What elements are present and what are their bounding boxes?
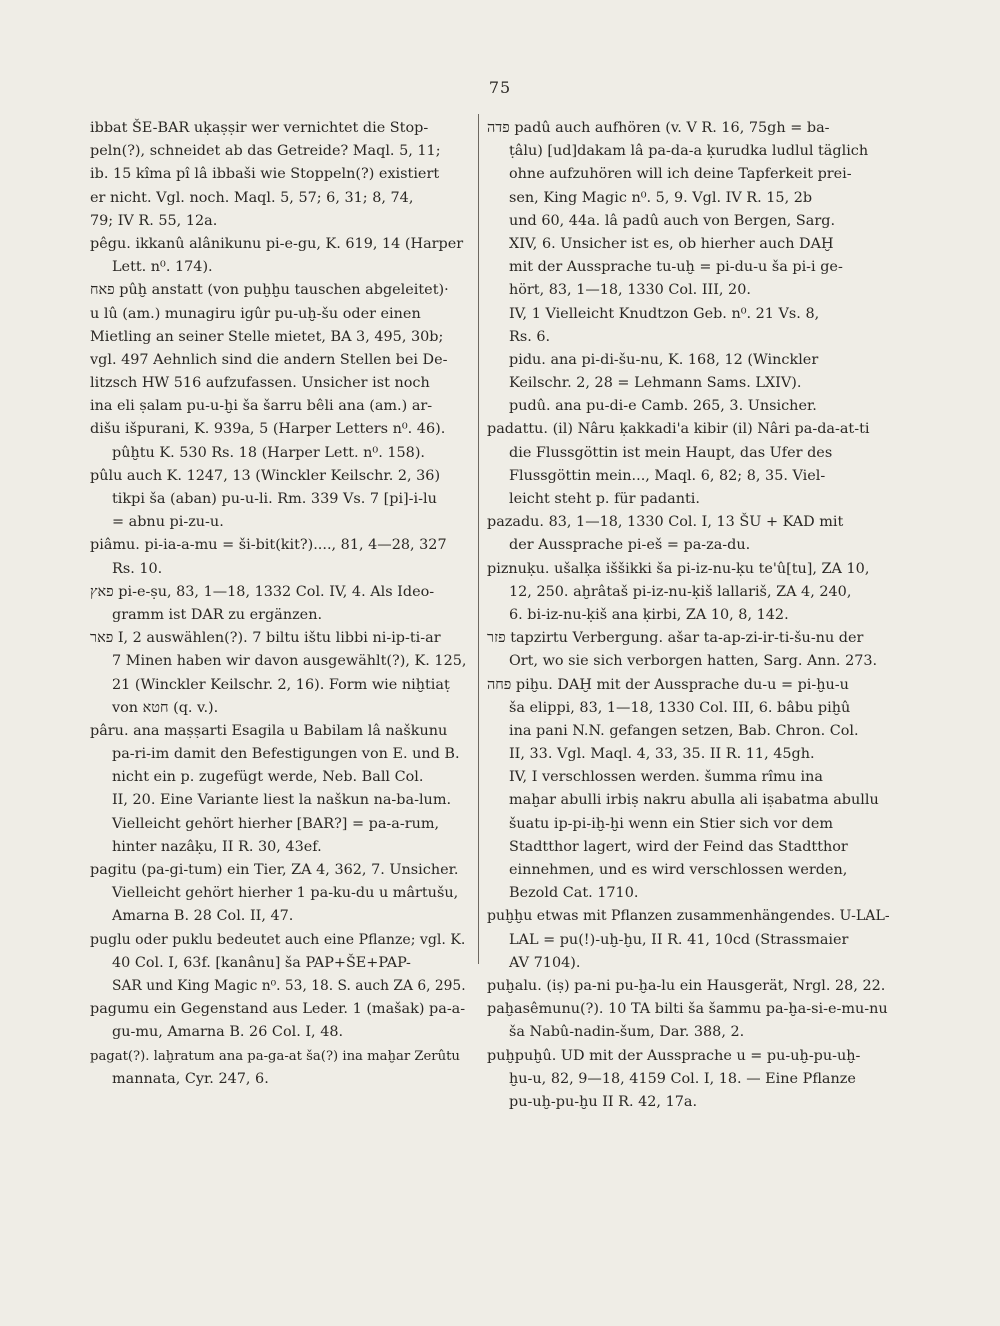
left-column-line: Rs. 10. [112, 560, 163, 577]
right-column-line: die Flussgöttin ist mein Haupt, das Ufer des [509, 444, 833, 461]
right-column-line: פדה padû auch aufhören (v. V R. 16, 75gh = ba- [487, 120, 830, 136]
right-column-line: paḫasêmunu(?). 10 TA bilti ša šammu pa-ḫa-si-e-mu-nu [487, 1001, 888, 1018]
left-column-line: 79; IV R. 55, 12a. [90, 212, 218, 229]
page-number: 75 [488, 78, 512, 97]
left-column-line: ina eli ṣalam pu-u-ḫi ša šarru bêli ana (am.) ar- [90, 398, 433, 415]
left-column-line: Mietling an seiner Stelle mietet, BA 3, 495, 30b; [90, 328, 444, 345]
left-column-line: 21 (Winckler Keilschr. 2, 16). Form wie niḫtiaṭ [112, 676, 450, 693]
right-column-line: Ort, wo sie sich verborgen hatten, Sarg. Ann. 273. [509, 653, 878, 670]
left-column-line: פאר I, 2 auswählen(?). 7 biltu ištu libbi ni-ip-ti-ar [90, 630, 441, 647]
left-column-line: Vielleicht gehört hierher [BAR?] = pa-a-rum, [112, 815, 440, 832]
left-column-line: puglu oder puklu bedeutet auch eine Pflanze; vgl. K. [90, 931, 466, 948]
left-column-line: von חטא (q. v.). [112, 699, 219, 716]
right-column-line: und 60, 44a. lâ padû auch von Bergen, Sarg. [509, 212, 836, 229]
left-column-line: piâmu. pi-ia-a-mu = ši-bit(kit?)...., 81, 4—28, 327 [90, 537, 447, 554]
right-column-line: Stadtthor lagert, wird der Feind das Stadtthor [509, 838, 848, 855]
right-column-line: sen, King Magic n⁰. 5, 9. Vgl. IV R. 15, 2b [509, 189, 813, 206]
left-column-line: pûḫtu K. 530 Rs. 18 (Harper Lett. n⁰. 158). [112, 444, 426, 461]
left-column-line: hinter nazâḳu, II R. 30, 43ef. [112, 838, 322, 855]
right-column-line: puḫalu. (iṣ) pa-ni pu-ḫa-lu ein Hausgerät, Nrgl. 28, 22. [487, 977, 886, 994]
right-column-line: פחה piḫu. DAḪ mit der Aussprache du-u = pi-ḫu-u [487, 676, 849, 693]
right-column-line: ṭâlu) [ud]dakam lâ pa-da-a ḳurudka ludlul täglich [509, 143, 869, 160]
right-column-line: ina pani N.N. gefangen setzen, Bab. Chron. Col. [509, 722, 859, 739]
left-column-line: pêgu. ikkanû alânikunu pi-e-gu, K. 619, 14 (Harper [90, 235, 464, 252]
left-column-line: pa-ri-im damit den Befestigungen von E. und B. [112, 746, 460, 763]
right-column [487, 117, 892, 1114]
right-column-line: II, 33. Vgl. Maql. 4, 33, 35. II R. 11, 45gh. [509, 746, 815, 763]
right-column-line: AV 7104). [509, 954, 581, 971]
left-column-line: 40 Col. I, 63f. [kanânu] ša PAP+ŠE+PAP- [112, 954, 411, 971]
right-column-line: puḫḫu etwas mit Pflanzen zusammenhängendes. U-LAL- [487, 908, 890, 925]
column-divider [478, 114, 479, 964]
left-column-line: פאץ pi-e-ṣu, 83, 1—18, 1332 Col. IV, 4. Als Ideo- [90, 583, 435, 600]
left-column-line: Lett. n⁰. 174). [112, 259, 213, 276]
left-column-line: mannata, Cyr. 247, 6. [112, 1070, 269, 1087]
left-column-line: dišu išpurani, K. 939a, 5 (Harper Letters n⁰. 46). [90, 421, 446, 438]
left-column-line: ibbat ŠE-BAR uḳaṣṣir wer vernichtet die Stop- [90, 120, 429, 136]
right-column-line: 6. bi-iz-nu-ḳiš ana ḳirbi, ZA 10, 8, 142. [509, 606, 789, 623]
left-column-line: u lû (am.) munagiru igûr pu-uḫ-šu oder einen [90, 305, 421, 322]
right-column-line: פזר tapzirtu Verbergung. ašar ta-ap-zi-ir-ti-šu-nu der [487, 630, 864, 647]
left-column-line: tikpi ša (aban) pu-u-li. Rm. 339 Vs. 7 [pi]-i-lu [112, 491, 437, 507]
left-column-line: II, 20. Eine Variante liest la naškun na-ba-lum. [112, 792, 452, 809]
left-column-line: SAR und King Magic n⁰. 53, 18. S. auch ZA 6, 295. [112, 977, 466, 994]
left-column-line: peln(?), schneidet ab das Getreide? Maql. 5, 11; [90, 143, 441, 160]
right-column-line: pu-uḫ-pu-ḫu II R. 42, 17a. [509, 1093, 698, 1110]
right-column-line: der Aussprache pi-eš = pa-za-du. [509, 537, 751, 554]
right-column-line: mit der Aussprache tu-uḫ = pi-du-u ša pi-i ge- [509, 259, 843, 276]
right-column-line: einnehmen, und es wird verschlossen werden, [509, 862, 848, 878]
left-column-line: litzsch HW 516 aufzufassen. Unsicher ist noch [90, 375, 430, 392]
left-column-line: 7 Minen haben wir davon ausgewählt(?), K. 125, [112, 653, 467, 670]
left-column-line: pagat(?). laḫratum ana pa-ga-at ša(?) ina maḫar Zerûtu [90, 1048, 460, 1064]
left-column-line: nicht ein p. zugefügt werde, Neb. Ball Col. [112, 769, 424, 786]
right-column-line: pazadu. 83, 1—18, 1330 Col. I, 13 ŠU + KAD mit [487, 514, 844, 531]
left-column [90, 117, 468, 1091]
left-column-line: ib. 15 kîma pî lâ ibbaši wie Stoppeln(?) existiert [90, 166, 440, 183]
left-column-line: pagitu (pa-gi-tum) ein Tier, ZA 4, 362, 7. Unsicher. [90, 862, 459, 878]
left-column-line: = abnu pi-zu-u. [112, 514, 224, 531]
left-column-line: פאח pûḫ anstatt (von puḫḫu tauschen abgeleitet)· [90, 282, 449, 299]
right-column-line: Flussgöttin mein..., Maql. 6, 82; 8, 35. Viel- [509, 467, 826, 484]
right-column-line: ša elippi, 83, 1—18, 1330 Col. III, 6. bâbu piḫû [509, 699, 851, 716]
right-column-line: XIV, 6. Unsicher ist es, ob hierher auch DAḪ [509, 235, 834, 252]
right-column-line: ša Nabû-nadin-šum, Dar. 388, 2. [509, 1024, 745, 1041]
right-column-line: LAL = pu(!)-uḫ-ḫu, II R. 41, 10cd (Strassmaier [509, 931, 849, 948]
left-column-line: pûlu auch K. 1247, 13 (Winckler Keilschr. 2, 36) [90, 467, 441, 484]
left-column-line: gramm ist DAR zu ergänzen. [112, 606, 323, 623]
left-column-line: Amarna B. 28 Col. II, 47. [112, 908, 294, 925]
right-column-line: IV, 1 Vielleicht Knudtzon Geb. n⁰. 21 Vs. 8, [509, 305, 820, 322]
right-column-line: Keilschr. 2, 28 = Lehmann Sams. LXIV). [509, 375, 802, 392]
right-column-line: IV, I verschlossen werden. šumma rîmu ina [509, 769, 823, 786]
left-column-line: gu-mu, Amarna B. 26 Col. I, 48. [112, 1024, 344, 1041]
left-column-line: pagumu ein Gegenstand aus Leder. 1 (mašak) pa-a- [90, 1001, 466, 1018]
right-column-line: piznuḳu. ušalḳa iššikki ša pi-iz-nu-ḳu te'û[tu], ZA 10, [487, 560, 870, 577]
right-column-line: ḫu-u, 82, 9—18, 4159 Col. I, 18. — Eine Pflanze [509, 1070, 856, 1087]
right-column-line: hört, 83, 1—18, 1330 Col. III, 20. [509, 282, 751, 299]
left-column-line: Vielleicht gehört hierher 1 pa-ku-du u mârtušu, [112, 885, 459, 902]
right-column-line: Bezold Cat. 1710. [509, 885, 639, 902]
right-column-line: pudû. ana pu-di-e Camb. 265, 3. Unsicher. [509, 398, 817, 415]
right-column-line: maḫar abulli irbiṣ nakru abulla ali iṣabatma abullu [509, 792, 879, 809]
right-column-line: 12, 250. aḫrâtaš pi-iz-nu-ḳiš lallariš, ZA 4, 240, [509, 583, 852, 600]
right-column-line: šuatu ip-pi-iḫ-ḫi wenn ein Stier sich vor dem [509, 815, 834, 832]
right-column-line: pidu. ana pi-di-šu-nu, K. 168, 12 (Winckler [509, 351, 819, 368]
left-column-line: vgl. 497 Aehnlich sind die andern Stellen bei De- [90, 351, 448, 368]
left-column-line: er nicht. Vgl. noch. Maql. 5, 57; 6, 31; 8, 74, [90, 189, 414, 206]
right-column-line: Rs. 6. [509, 328, 551, 345]
left-column-line: pâru. ana maṣṣarti Esagila u Babilam lâ naškunu [90, 722, 448, 739]
right-column-line: padattu. (il) Nâru ḳakkadi'a kibir (il) Nâri pa-da-at-ti [487, 421, 870, 438]
right-column-line: ohne aufzuhören will ich deine Tapferkeit prei- [509, 166, 852, 183]
right-column-line: leicht steht p. für padanti. [509, 491, 700, 507]
right-column-line: puḫpuḫû. UD mit der Aussprache u = pu-uḫ-pu-uḫ- [487, 1047, 861, 1064]
